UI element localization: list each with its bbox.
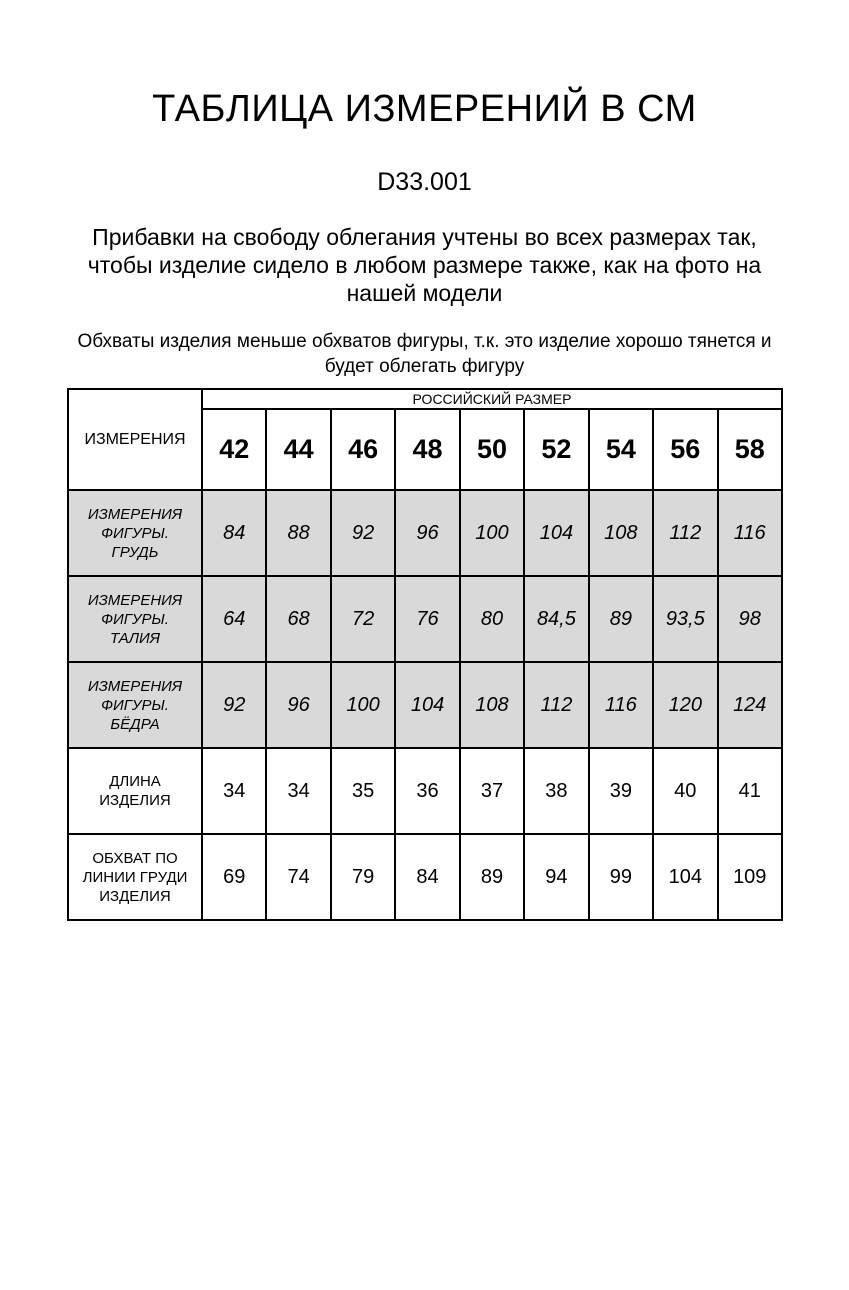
value-cell: 96 xyxy=(266,662,330,748)
value-cell: 79 xyxy=(331,834,395,920)
table-row xyxy=(68,490,782,576)
size-header-cell: 46 xyxy=(331,409,395,490)
value-cell: 94 xyxy=(524,834,588,920)
measurement-sheet-page xyxy=(0,90,849,1290)
value-cell: 34 xyxy=(202,748,266,834)
value-cell: 104 xyxy=(524,490,588,576)
table-row xyxy=(68,748,782,834)
value-cell: 104 xyxy=(395,662,459,748)
row-label: ИЗМЕРЕНИЯ ФИГУРЫ. ТАЛИЯ xyxy=(68,576,202,662)
size-header-cell: 58 xyxy=(718,409,783,490)
stretch-note: Обхваты изделия меньше обхватов фигуры, т.к. это изделие хорошо тянется и будет облегать фигуру xyxy=(77,331,772,377)
value-cell: 112 xyxy=(524,662,588,748)
value-cell: 100 xyxy=(460,490,524,576)
value-cell: 37 xyxy=(460,748,524,834)
value-cell: 64 xyxy=(202,576,266,662)
row-label: ДЛИНА ИЗДЕЛИЯ xyxy=(68,748,202,834)
value-cell: 74 xyxy=(266,834,330,920)
value-cell: 89 xyxy=(460,834,524,920)
corner-header-cell: ИЗМЕРЕНИЯ xyxy=(68,389,202,490)
row-label: ИЗМЕРЕНИЯ ФИГУРЫ. БЁДРА xyxy=(68,662,202,748)
size-header-cell: 48 xyxy=(395,409,459,490)
value-cell: 99 xyxy=(589,834,653,920)
value-cell: 100 xyxy=(331,662,395,748)
value-cell: 76 xyxy=(395,576,459,662)
value-cell: 84 xyxy=(202,490,266,576)
table-header xyxy=(68,389,782,490)
row-label: ИЗМЕРЕНИЯ ФИГУРЫ. ГРУДЬ xyxy=(68,490,202,576)
size-header-cell: 42 xyxy=(202,409,266,490)
size-header-cell: 54 xyxy=(589,409,653,490)
value-cell: 96 xyxy=(395,490,459,576)
value-cell: 108 xyxy=(460,662,524,748)
table-body xyxy=(68,490,782,920)
value-cell: 35 xyxy=(331,748,395,834)
value-cell: 68 xyxy=(266,576,330,662)
value-cell: 39 xyxy=(589,748,653,834)
value-cell: 124 xyxy=(718,662,783,748)
page-title: ТАБЛИЦА ИЗМЕРЕНИЙ В СМ xyxy=(152,88,697,130)
value-cell: 89 xyxy=(589,576,653,662)
size-header-cell: 50 xyxy=(460,409,524,490)
value-cell: 41 xyxy=(718,748,783,834)
value-cell: 112 xyxy=(653,490,717,576)
value-cell: 36 xyxy=(395,748,459,834)
table-row xyxy=(68,576,782,662)
value-cell: 84,5 xyxy=(524,576,588,662)
value-cell: 116 xyxy=(718,490,783,576)
value-cell: 69 xyxy=(202,834,266,920)
value-cell: 92 xyxy=(331,490,395,576)
russian-size-group-header: РОССИЙСКИЙ РАЗМЕР xyxy=(202,389,782,409)
value-cell: 80 xyxy=(460,576,524,662)
size-header-cell: 56 xyxy=(653,409,717,490)
value-cell: 88 xyxy=(266,490,330,576)
value-cell: 93,5 xyxy=(653,576,717,662)
value-cell: 109 xyxy=(718,834,783,920)
value-cell: 84 xyxy=(395,834,459,920)
measurements-table xyxy=(67,388,783,921)
value-cell: 72 xyxy=(331,576,395,662)
table-row xyxy=(68,662,782,748)
fit-allowance-note: Прибавки на свободу облегания учтены во всех размерах так, чтобы изделие сидело в любом размере также, как на фото на нашей модели xyxy=(87,224,762,306)
table-row xyxy=(68,834,782,920)
value-cell: 92 xyxy=(202,662,266,748)
product-code: D33.001 xyxy=(377,168,472,196)
group-header-row xyxy=(68,389,782,409)
value-cell: 38 xyxy=(524,748,588,834)
value-cell: 120 xyxy=(653,662,717,748)
value-cell: 116 xyxy=(589,662,653,748)
value-cell: 40 xyxy=(653,748,717,834)
size-header-cell: 52 xyxy=(524,409,588,490)
value-cell: 108 xyxy=(589,490,653,576)
size-header-cell: 44 xyxy=(266,409,330,490)
value-cell: 34 xyxy=(266,748,330,834)
value-cell: 98 xyxy=(718,576,783,662)
value-cell: 104 xyxy=(653,834,717,920)
row-label: ОБХВАТ ПО ЛИНИИ ГРУДИ ИЗДЕЛИЯ xyxy=(68,834,202,920)
